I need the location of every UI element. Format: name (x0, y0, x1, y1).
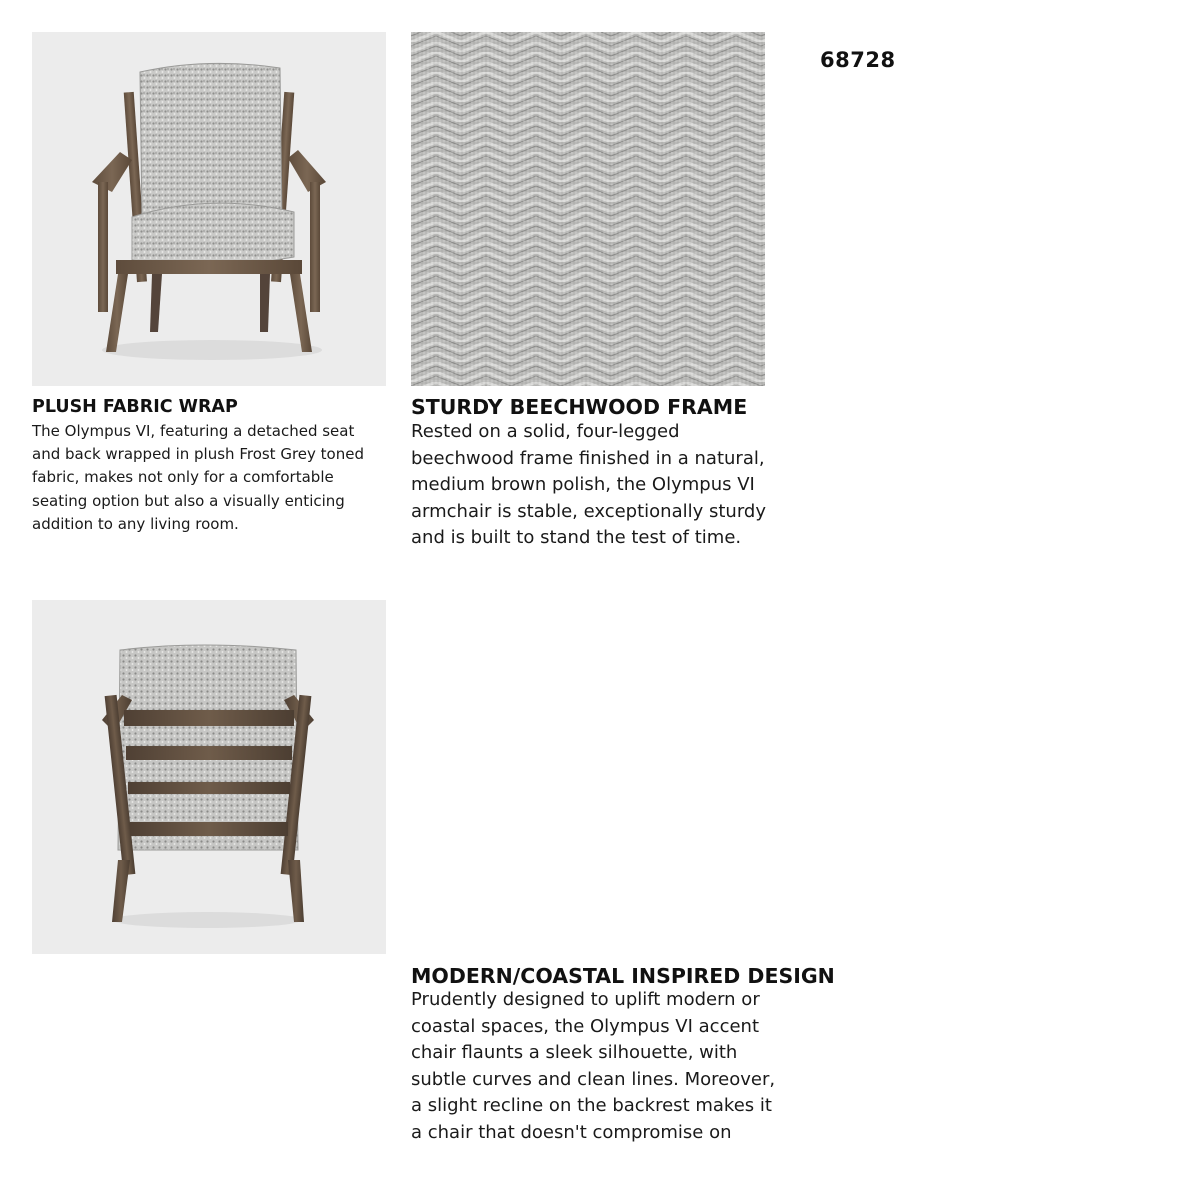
herringbone-fabric-swatch (411, 32, 765, 386)
armchair-back-photo (32, 600, 386, 954)
text-line: fabric, makes not only for a comfortable (32, 468, 334, 487)
section-text-fabric (32, 420, 364, 536)
text-line: addition to any living room. (32, 514, 239, 533)
product-sku: 68728 (820, 48, 896, 72)
section-heading-frame: STURDY BEECHWOOD FRAME (411, 395, 748, 419)
text-line: medium brown polish, the Olympus VI (411, 474, 755, 496)
text-line: coastal spaces, the Olympus VI accent (411, 1015, 760, 1037)
text-line: armchair is stable, exceptionally sturdy (411, 500, 766, 522)
section-text-frame (411, 419, 766, 552)
text-line: seating option but also a visually enticing (32, 491, 345, 510)
text-line: a slight recline on the backrest makes it (411, 1095, 772, 1117)
text-line: Prudently designed to uplift modern or (411, 989, 760, 1010)
text-line: chair flaunts a sleek silhouette, with (411, 1042, 738, 1064)
text-line: and is built to stand the test of time. (411, 527, 742, 549)
section-text-design (411, 987, 775, 1147)
text-line: beechwood frame finished in a natural, (411, 447, 765, 469)
text-line: subtle curves and clean lines. Moreover, (411, 1068, 776, 1090)
armchair-front-photo (32, 32, 386, 386)
section-heading-fabric: PLUSH FABRIC WRAP (32, 397, 238, 417)
text-line: Rested on a solid, four-legged (411, 421, 680, 442)
section-heading-design: MODERN/COASTAL INSPIRED DESIGN (411, 964, 835, 988)
text-line: The Olympus VI, featuring a detached seat (32, 422, 355, 440)
text-line: and back wrapped in plush Frost Grey toned (32, 445, 364, 464)
text-line: a chair that doesn't compromise on (411, 1121, 732, 1143)
